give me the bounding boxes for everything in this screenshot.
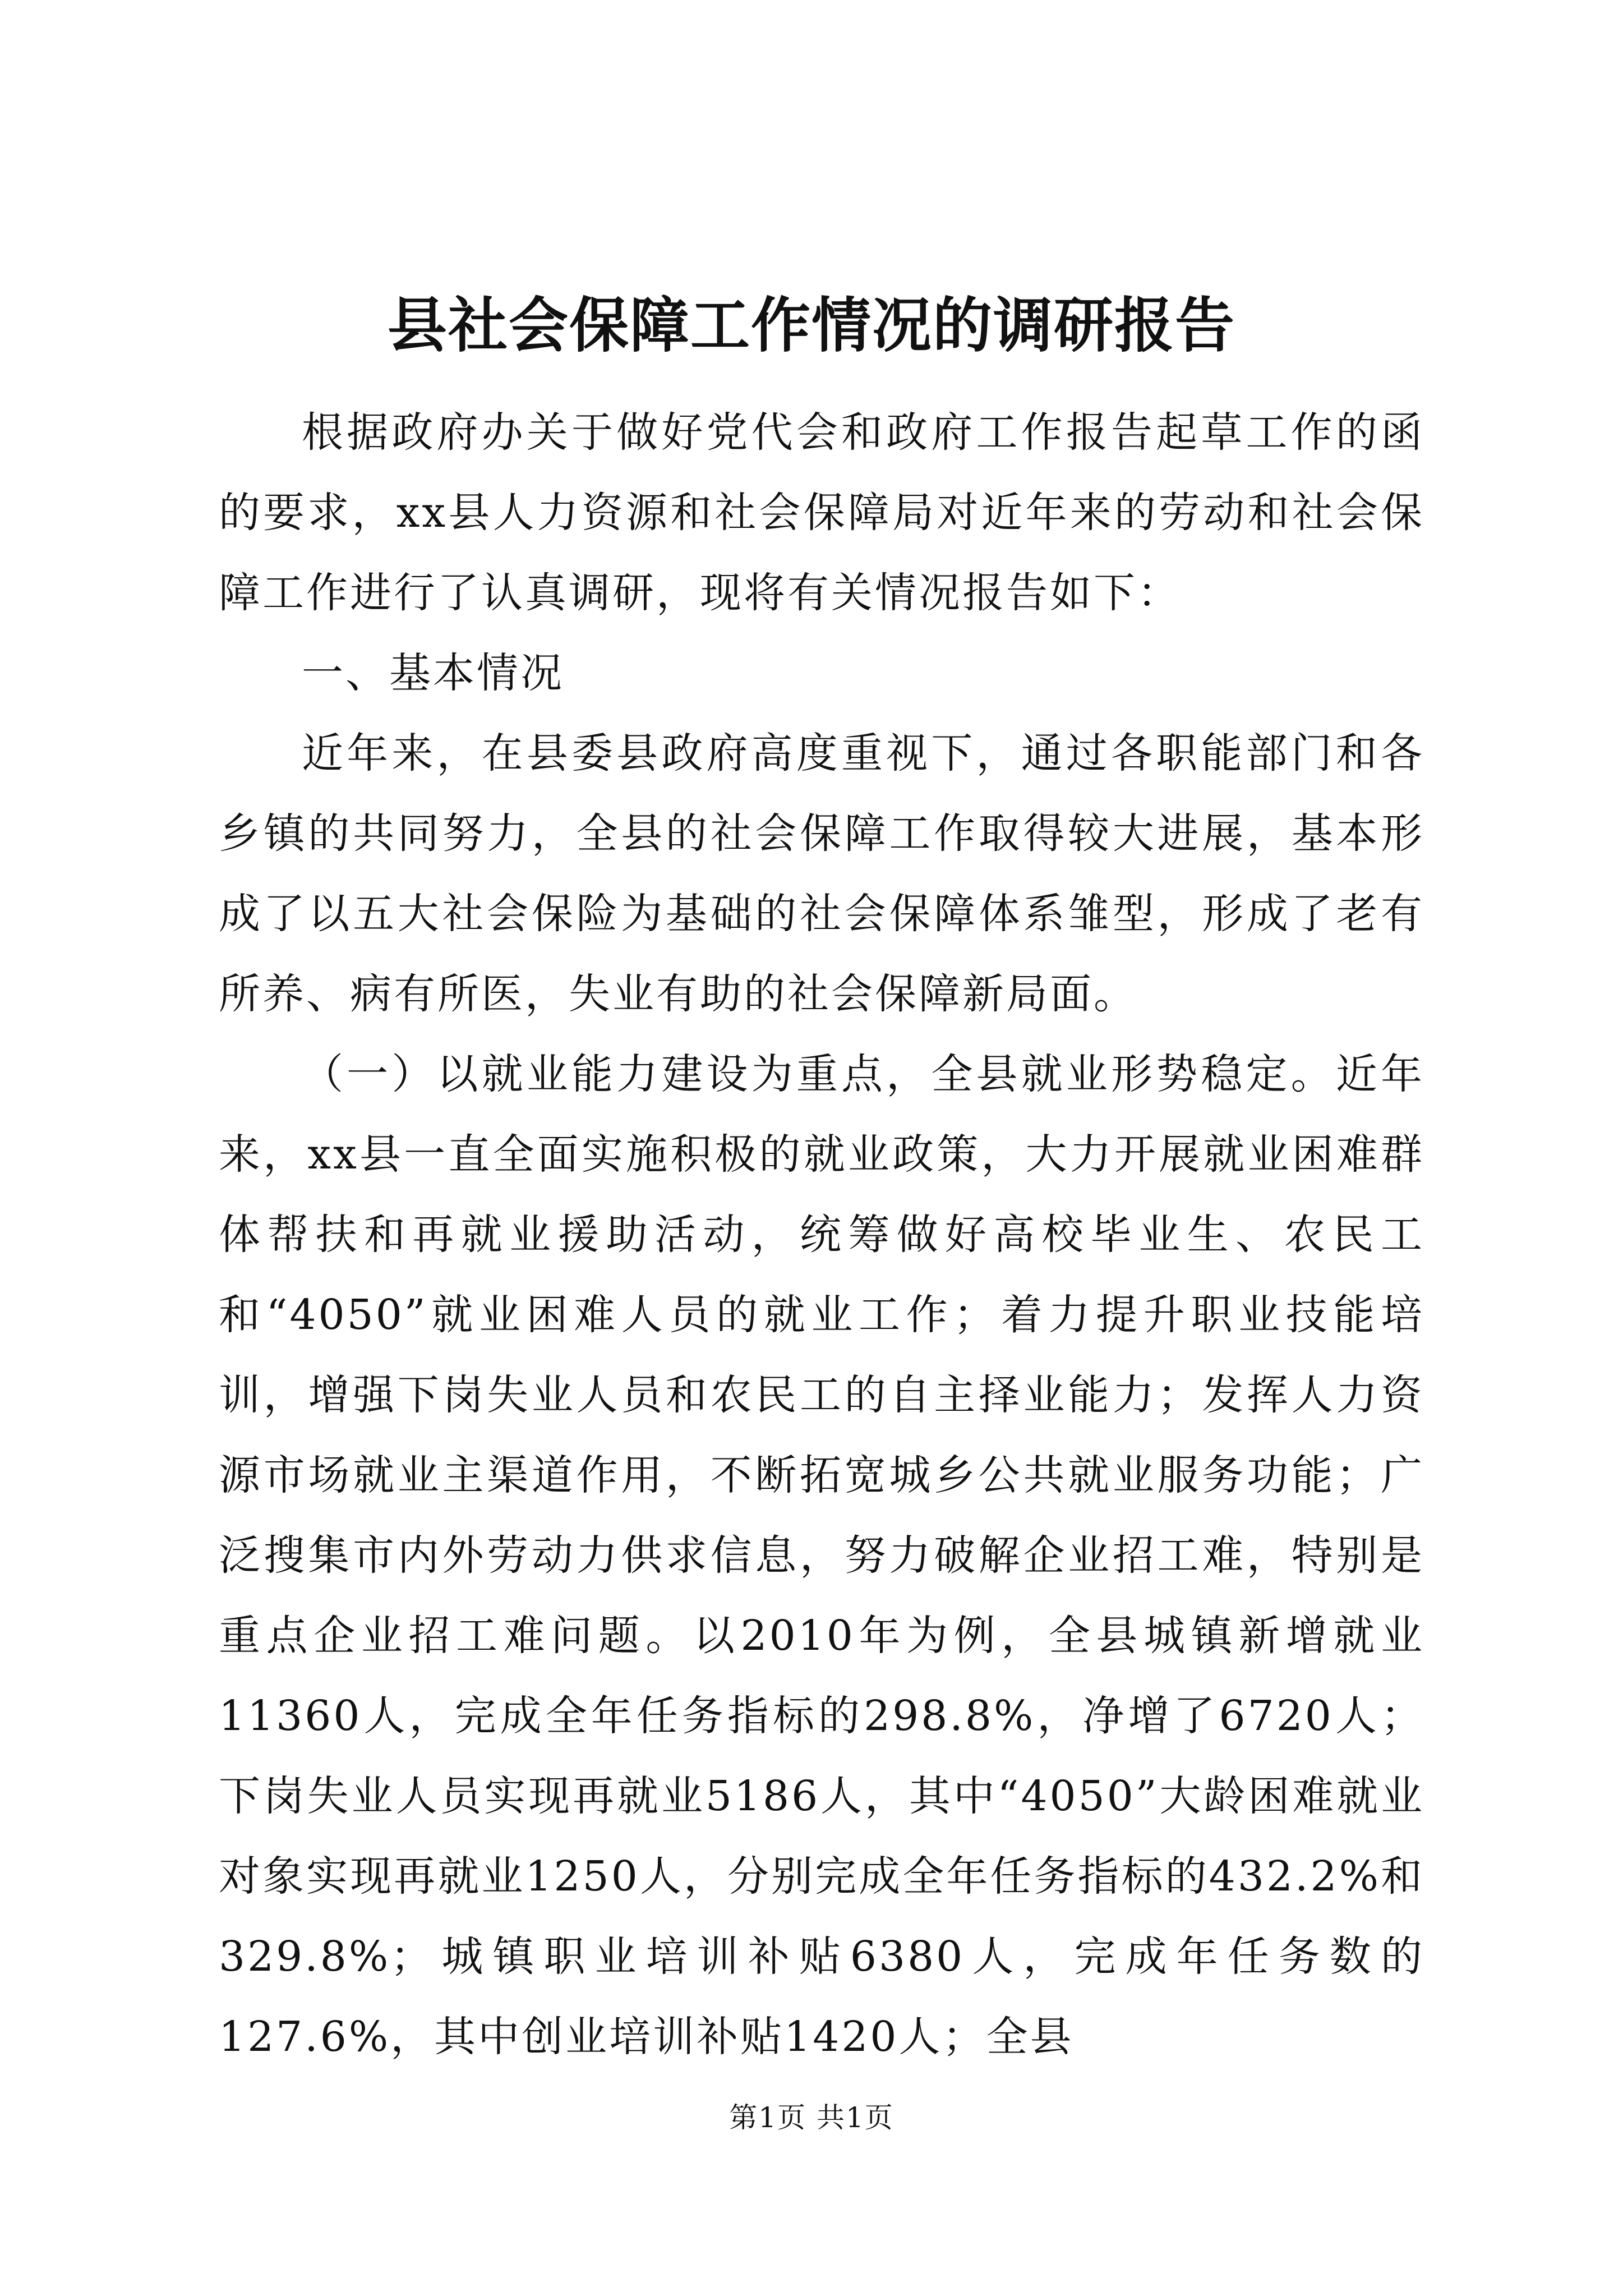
page-footer: 第1页 共1页 [729, 2101, 894, 2134]
document-body [219, 393, 1424, 2077]
section-heading-basic-situation: 一、基本情况 [302, 649, 564, 697]
paragraph-employment: （一）以就业能力建设为重点，全县就业形势稳定。近年来，xx县一直全面实施积极的就业政策，大力开展就业困难群体帮扶和再就业援助活动，统筹做好高校毕业生、农民工和“4050”就业困难人员的就业工作；着力提升职业技能培训，增强下岗失业人员和农民工的自主择业能力；发挥人力资源市场就业主渠道作用，不断拓宽城乡公共就业服务功能；广泛搜集市内外劳动力供求信息，努力破解企业招工难，特别是重点企业招工难问题。以2010年为例，全县城镇新增就业11360人，完成全年任务指标的298.8%，净增了6720人；下岗失业人员实现再就业5186人，其中“4050”大龄困难就业对象实现再就业1250人，分别完成全年任务指标的432.2%和329.8%；城镇职业培训补贴6380人，完成年任务数的127.6%，其中创业培训补贴1420人；全县 [219, 1050, 1424, 2061]
paragraph-intro: 根据政府办关于做好党代会和政府工作报告起草工作的函的要求，xx县人力资源和社会保障局对近年来的劳动和社会保障工作进行了认真调研，现将有关情况报告如下： [219, 408, 1424, 617]
paragraph-overview: 近年来，在县委县政府高度重视下，通过各职能部门和各乡镇的共同努力，全县的社会保障工作取得较大进展，基本形成了以五大社会保险为基础的社会保障体系雏型，形成了老有所养、病有所医，失业有助的社会保障新局面。 [219, 729, 1424, 1018]
document-title: 县社会保障工作情况的调研报告 [388, 290, 1235, 360]
